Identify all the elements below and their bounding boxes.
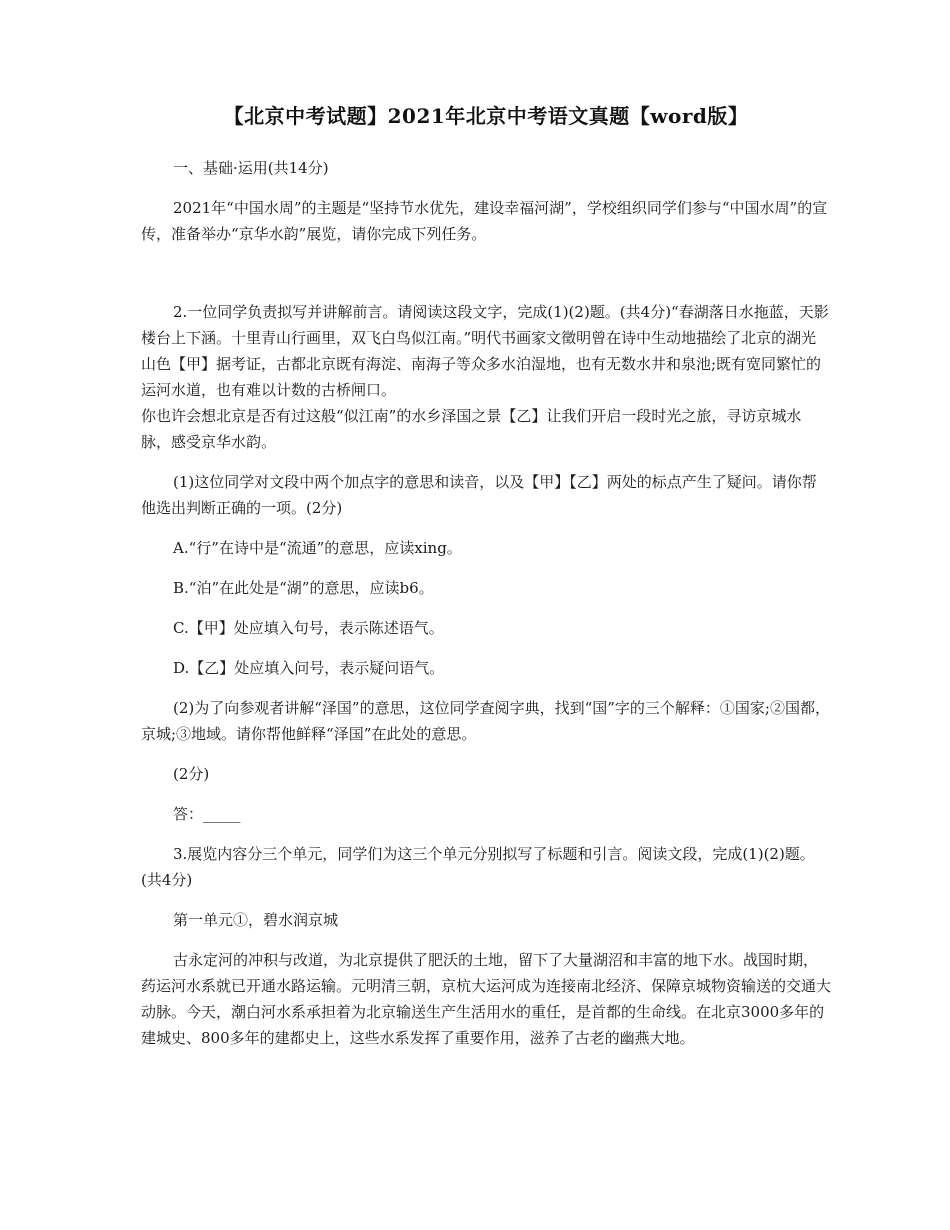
question-2-passage-continued: 你也许会想北京是否有过这般“似江南”的水乡泽国之景【乙】让我们开启一段时光之旅，寻访京城水脉，感受京华水韵。 (141, 407, 802, 451)
intro-paragraph: 2021年“中国水周”的主题是“坚持节水优先，建设幸福河湖”，学校组织同学们参与“中国水周”的宣传，准备举办“京华水韵”展览，请你完成下列任务。 (141, 199, 828, 243)
question-3-stem: 3.展览内容分三个单元，同学们为这三个单元分别拟写了标题和引言。阅读文段，完成(1)(2)题。(共4分) (141, 845, 815, 889)
document-title: 【北京中考试题】2021年北京中考语文真题【word版】 (223, 104, 749, 128)
answer-line: 答：_____ (173, 805, 241, 823)
section-heading: 一、基础·运用(共14分) (173, 159, 329, 177)
document-page (141, 100, 831, 1051)
question-2-2-stem: (2)为了向参观者讲解“泽国”的意思，这位同学查阅字典，找到“国”字的三个解释：①国家;②国都，京城;③地域。请你帮他鲜释“泽国”在此处的意思。 (141, 699, 830, 743)
question-2-2-points: (2分) (173, 765, 210, 783)
option-a: A.“行”在诗中是“流通”的意思，应读xing。 (173, 539, 462, 557)
option-c: C.【甲】处应填入句号，表示陈述语气。 (173, 619, 444, 637)
option-d: D.【乙】处应填入问号，表示疑问语气。 (173, 659, 445, 677)
question-2-passage: 2.一位同学负责拟写并讲解前言。请阅读这段文字，完成(1)(2)题。(共4分)“春湖落日水拖蓝，天影楼台上下涵。十里青山行画里，双飞白鸟似江南。”明代书画家文徵明曾在诗中生动地描绘了北京的湖光山色【甲】据考证，古都北京既有海淀、南海子等众多水泊湿地，也有无数水井和泉池;既有宽同繁忙的运河水道，也有难以计数的古桥闸口。 (141, 303, 829, 399)
unit-1-title: 第一单元①，碧水润京城 (173, 911, 339, 929)
option-b: B.“泊”在此处是“湖”的意思，应读b6。 (173, 579, 434, 597)
question-2-1-stem: (1)这位同学对文段中两个加点字的意思和读音，以及【甲】【乙】两处的标点产生了疑问。请你帮他选出判断正确的一项。(2分) (141, 473, 817, 517)
unit-1-text: 古永定河的冲积与改道，为北京提供了肥沃的土地，留下了大量湖沼和丰富的地下水。战国时期，药运河水系就已开通水路运输。元明清三朝，京杭大运河成为连接南北经济、保障京城物资输送的交通大动脉。今天，潮白河水系承担着为北京输送生产生活用水的重任，是首都的生命线。在北京3000多年的建城史、800多年的建都史上，这些水系发挥了重要作用，滋养了古老的幽燕大地。 (141, 951, 832, 1047)
